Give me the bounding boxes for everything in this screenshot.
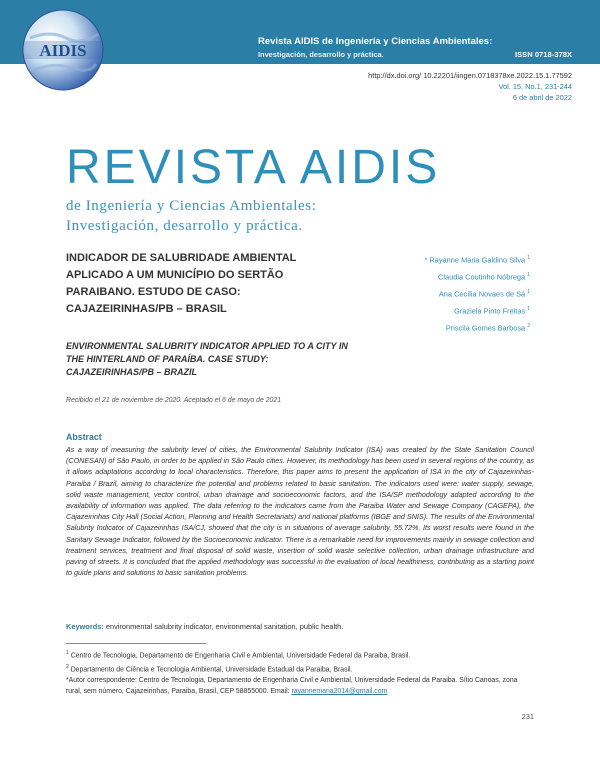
footnote-2: $^2$ Departamento de Ciência e Tecnologia Ambiental, Universidade Estadual da Paraiba, Brasil.: [66, 663, 353, 673]
globe-icon: [20, 8, 106, 92]
masthead-subtitle-line1: de Ingeniería y Ciencias Ambientales:: [66, 198, 317, 214]
volume-info: Vol. 15, No.1, 231-244: [498, 82, 572, 91]
masthead-subtitle-line2: Investigación, desarrollo y práctica.: [66, 218, 303, 234]
keywords-label: Keywords:: [66, 622, 104, 631]
issn: ISSN 0718-378X: [515, 50, 572, 59]
received-dates: Recibido el 21 de noviembre de 2020. Aceptado el 6 de mayo de 2021: [66, 397, 282, 404]
publication-date: 6 de abril de 2022: [512, 93, 572, 102]
email-link[interactable]: rayannemaria2014@gmail.com: [291, 688, 388, 696]
author-list: [425, 251, 531, 336]
author-item: * Rayanne Maria Galdino Silva $^1$: [424, 255, 530, 265]
article-title-pt: INDICADOR DE SALUBRIDADE AMBIENTAL APLICADO A UM MUNICÍPIO DO SERTÃO PARAIBANO. ESTUDO DE CASO: CAJAZEIRINHAS/PB – BRASIL: [66, 252, 297, 315]
doi-link[interactable]: http://dx.doi.org/ 10.22201/iingen.0718378xe.2022.15.1.77592: [368, 71, 572, 80]
abstract-heading: Abstract: [66, 432, 102, 442]
keywords-text: environmental salubrity indicator, environmental sanitation, public health.: [105, 622, 344, 631]
article-title-en: ENVIRONMENTAL SALUBRITY INDICATOR APPLIED TO A CITY IN THE HINTERLAND OF PARAÍBA. CASE STUDY: CAJAZEIRINHAS/PB – BRAZIL: [66, 341, 348, 377]
logo-text: AIDIS: [39, 41, 87, 60]
article-meta: [368, 70, 572, 103]
footnote-1: $^1$ Centro de Tecnologia, Departamento de Engenharia Civil e Ambiental, Universidade Federal da Paraiba, Brasil.: [66, 650, 411, 660]
abstract-text: As a way of measuring the salubrity level of cities, the Environmental Salubrity Indicator (ISA) was created by the State Sanitation Council (CONESAN) of São Paulo, in order to be applied in São Paulo cities. However, its methodology has been used in several regions of the country, as it allows adaptations according to local characteristics. Therefore, this paper aims to present the application of ISA in the city of Cajazeirinhas-Paraiba / Brazil, aiming to characterize the potential and problems related to basic sanitation. The indicators used were: water supply, sewage, solid waste management, vector control, urban drainage and socioeconomic factors, and the ISA/SP methodology adapted according to the availability of information was applied. The data referring to the indicators came from the Paraiba Water and Sewage Company (CAGEPA), the Cajazeirinhas City Hall (Social Action, Planning and Health Secretariats) and national platforms (IBGE and SNIS). The results of the Environmental Salubrity Indicator of Cajazeirinhas ISA/CJ, showed that the city is in situations of average salubrity, 55.72%. Its worst results were found in the Sanitary Sewage Indicator, followed by the Socioeconomic indicator. There is a remarkable need for improvements mainly in sewage collection and treatment services, treatment and final disposal of solid waste, insertion of solid waste selective collection, urban drainage infrastructure and paving of streets. It is concluded that the applied methodology was successful in the evaluation of local healthiness, contributing as a starting point to guide plans and solutions to basic sanitation problems.: [66, 445, 534, 578]
corresponding-author: *Autor correspondente: Centro de Tecnologia, Departamento de Engenharia Civil e Ambiental, Universidade Federal da Paraiba. Sítio Canoas, zona rural, sem número, Cajazeirinhas, Paraiba, Brasil, CEP 58855000. Email: rayannemaria2014@gmail.com: [66, 677, 518, 696]
journal-subtitle: Investigación, desarrollo y práctica.: [258, 50, 384, 59]
keywords: [66, 622, 534, 631]
author-item: Ana Cecília Novaes de Sá $^1$: [438, 288, 530, 299]
journal-name: Revista AIDIS de Ingeniería y Ciencias Ambientales:: [258, 36, 493, 47]
footnote-divider: [66, 643, 206, 644]
masthead-title: REVISTA AIDIS: [66, 141, 441, 194]
author-item: Priscila Gomes Barbosa $^2$: [445, 322, 530, 333]
aidis-logo: [20, 8, 106, 92]
footnotes: [66, 648, 534, 697]
author-item: Graziela Pinto Freitas $^1$: [454, 305, 530, 316]
author-item: Claudia Coutinho Nóbrega $^1$: [438, 271, 530, 282]
masthead-subtitle: [66, 196, 316, 236]
page-number: 231: [521, 712, 534, 721]
